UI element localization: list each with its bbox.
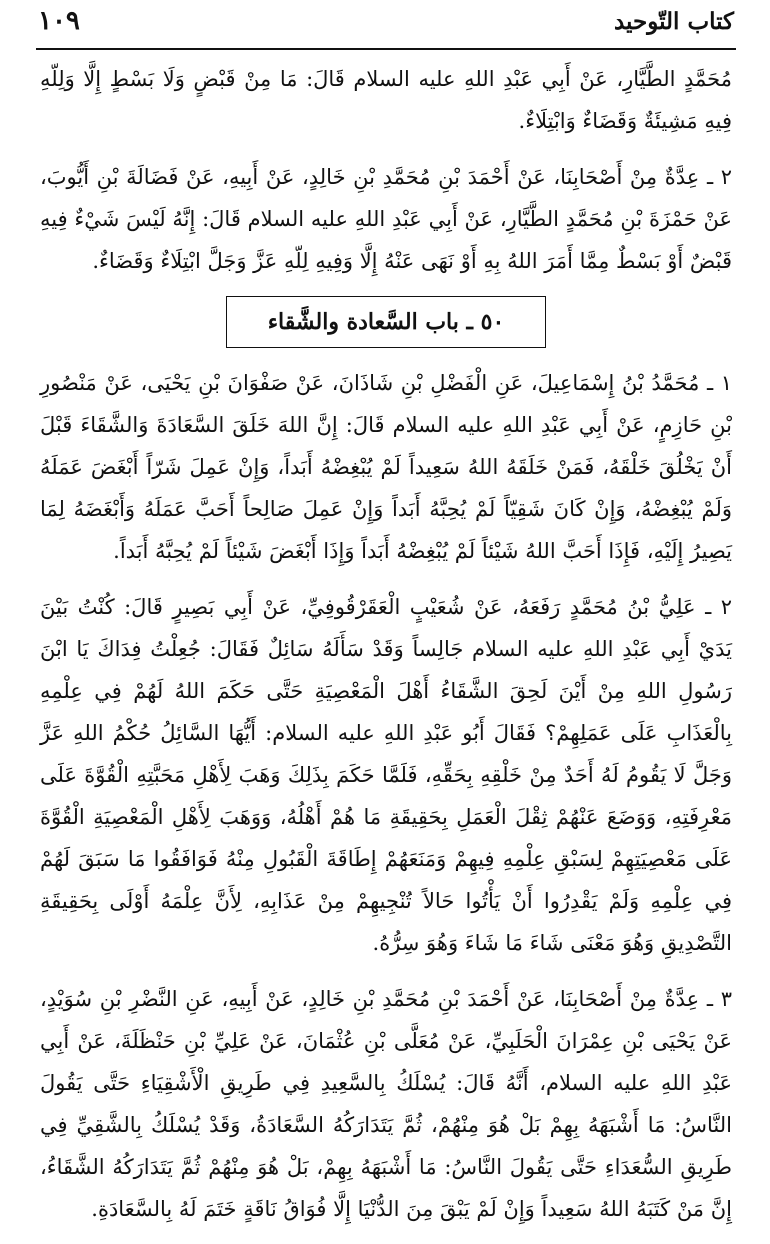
hadith-paragraph-2b: ٢ ـ عَلِيُّ بْنُ مُحَمَّدٍ رَفَعَهُ، عَنْ شُعَيْبٍ الْعَقَرْقُوفِيِّ، عَنْ أَبِي بَصِيرٍ قَالَ: كُنْتُ بَيْنَ يَدَيْ أَبِي عَبْدِ اللهِ عليه السلام جَالِساً وَقَدْ سَأَلَهُ سَائِلٌ فَقَالَ: جُعِلْتُ فِدَاكَ يَا ابْنَ رَسُولِ اللهِ مِنْ أَيْنَ لَحِقَ الشَّقَاءُ أَهْلَ الْمَعْصِيَةِ حَتَّى حَكَمَ اللهُ لَهُمْ فِي عِلْمِهِ بِالْعَذَابِ عَلَى عَمَلِهِمْ؟ فَقَالَ أَبُو عَبْدِ اللهِ عليه السلام: أَيُّهَا السَّائِلُ حُكْمُ اللهِ عَزَّ وَجَلَّ لَا يَقُومُ لَهُ أَحَدٌ مِنْ خَلْقِهِ بِحَقِّهِ، فَلَمَّا حَكَمَ بِذَلِكَ وَهَبَ لِأَهْلِ مَحَبَّتِهِ الْقُوَّةَ عَلَى مَعْرِفَتِهِ، وَوَضَعَ عَنْهُمْ ثِقْلَ الْعَمَلِ بِحَقِيقَةِ مَا هُمْ أَهْلُهُ، وَوَهَبَ لِأَهْلِ الْمَعْصِيَةِ الْقُوَّةَ عَلَى مَعْصِيَتِهِمْ لِسَبْقِ عِلْمِهِ فِيهِمْ وَمَنَعَهُمْ إِطَاقَةَ الْقَبُولِ مِنْهُ فَوَافَقُوا مَا سَبَقَ لَهُمْ فِي عِلْمِهِ وَلَمْ يَقْدِرُوا أَنْ يَأْتُوا حَالاً تُنْجِيهِمْ مِنْ عَذَابِهِ، لِأَنَّ عِلْمَهُ أَوْلَى بِحَقِيقَةِ التَّصْدِيقِ وَهُوَ مَعْنَى شَاءَ مَا شَاءَ وَهُوَ سِرُّهُ. bbox=[40, 595, 732, 955]
running-title: كتاب التّوحيد bbox=[613, 8, 734, 35]
hadith-paragraph-3: ٣ ـ عِدَّةٌ مِنْ أَصْحَابِنَا، عَنْ أَحْمَدَ بْنِ مُحَمَّدِ بْنِ خَالِدٍ، عَنْ أَبِيهِ، عَنِ النَّضْرِ بْنِ سُوَيْدٍ، عَنْ يَحْيَى بْنِ عِمْرَانَ الْحَلَبِيِّ، عَنْ مُعَلَّى بْنِ عُثْمَانَ، عَنْ عَلِيِّ بْنِ حَنْظَلَةَ، عَنْ أَبِي عَبْدِ اللهِ عليه السلام، أَنَّهُ قَالَ: يُسْلَكُ بِالسَّعِيدِ فِي طَرِيقِ الْأَشْقِيَاءِ حَتَّى يَقُولَ النَّاسُ: مَا أَشْبَهَهُ بِهِمْ بَلْ هُوَ مِنْهُمْ، ثُمَّ يَتَدَارَكُهُ السَّعَادَةُ، وَقَدْ يُسْلَكُ بِالشَّقِيِّ فِي طَرِيقِ السُّعَدَاءِ حَتَّى يَقُولَ النَّاسُ: مَا أَشْبَهَهُ بِهِمْ، بَلْ هُوَ مِنْهُمْ ثُمَّ يَتَدَارَكُهُ الشَّقَاءُ، إِنَّ مَنْ كَتَبَهُ اللهُ سَعِيداً وَإِنْ لَمْ يَبْقَ مِنَ الدُّنْيَا إِلَّا فُوَاقُ نَاقَةٍ خَتَمَ لَهُ بِالسَّعَادَةِ. bbox=[40, 987, 732, 1221]
chapter-heading: ٥٠ ـ باب السَّعادة والشَّقاء bbox=[226, 296, 546, 348]
page-body bbox=[40, 58, 732, 1244]
hadith-paragraph-2: ٢ ـ عِدَّةٌ مِنْ أَصْحَابِنَا، عَنْ أَحْمَدَ بْنِ مُحَمَّدِ بْنِ خَالِدٍ، عَنْ أَبِيهِ، عَنْ فَضَالَةَ بْنِ أَيُّوبَ، عَنْ حَمْزَةَ بْنِ مُحَمَّدٍ الطَّيَّارِ، عَنْ أَبِي عَبْدِ اللهِ عليه السلام قَالَ: إِنَّهُ لَيْسَ شَيْءٌ فِيهِ قَبْضٌ أَوْ بَسْطٌ مِمَّا أَمَرَ اللهُ بِهِ أَوْ نَهَى عَنْهُ إِلَّا وَفِيهِ لِلّهِ عَزَّ وَجَلَّ ابْتِلَاءٌ وَقَضَاءٌ. bbox=[40, 165, 732, 273]
hadith-paragraph-continuation: مُحَمَّدٍ الطَّيَّارِ، عَنْ أَبِي عَبْدِ اللهِ عليه السلام قَالَ: مَا مِنْ قَبْضٍ وَلَا بَسْطٍ إِلَّا وَلِلّهِ فِيهِ مَشِيئَةٌ وَقَضَاءٌ وَابْتِلَاءٌ. bbox=[40, 67, 732, 133]
page-header bbox=[38, 4, 734, 44]
header-rule bbox=[36, 48, 736, 50]
page-number: ١٠٩ bbox=[38, 6, 80, 36]
hadith-paragraph-1: ١ ـ مُحَمَّدُ بْنُ إِسْمَاعِيلَ، عَنِ الْفَضْلِ بْنِ شَاذَانَ، عَنْ صَفْوَانَ بْنِ يَحْيَى، عَنْ مَنْصُورِ بْنِ حَازِمٍ، عَنْ أَبِي عَبْدِ اللهِ عليه السلام قَالَ: إِنَّ اللهَ خَلَقَ السَّعَادَةَ وَالشَّقَاءَ قَبْلَ أَنْ يَخْلُقَ خَلْقَهُ، فَمَنْ خَلَقَهُ اللهُ سَعِيداً لَمْ يُبْغِضْهُ أَبَداً، وَإِنْ عَمِلَ شَرّاً أَبْغَضَ عَمَلَهُ وَلَمْ يُبْغِضْهُ، وَإِنْ كَانَ شَقِيّاً لَمْ يُحِبَّهُ أَبَداً وَإِنْ عَمِلَ صَالِحاً أَحَبَّ عَمَلَهُ وَأَبْغَضَهُ لِمَا يَصِيرُ إِلَيْهِ، فَإِذَا أَحَبَّ اللهُ شَيْئاً لَمْ يُبْغِضْهُ أَبَداً وَإِذَا أَبْغَضَ شَيْئاً لَمْ يُحِبَّهُ أَبَداً. bbox=[40, 371, 732, 563]
